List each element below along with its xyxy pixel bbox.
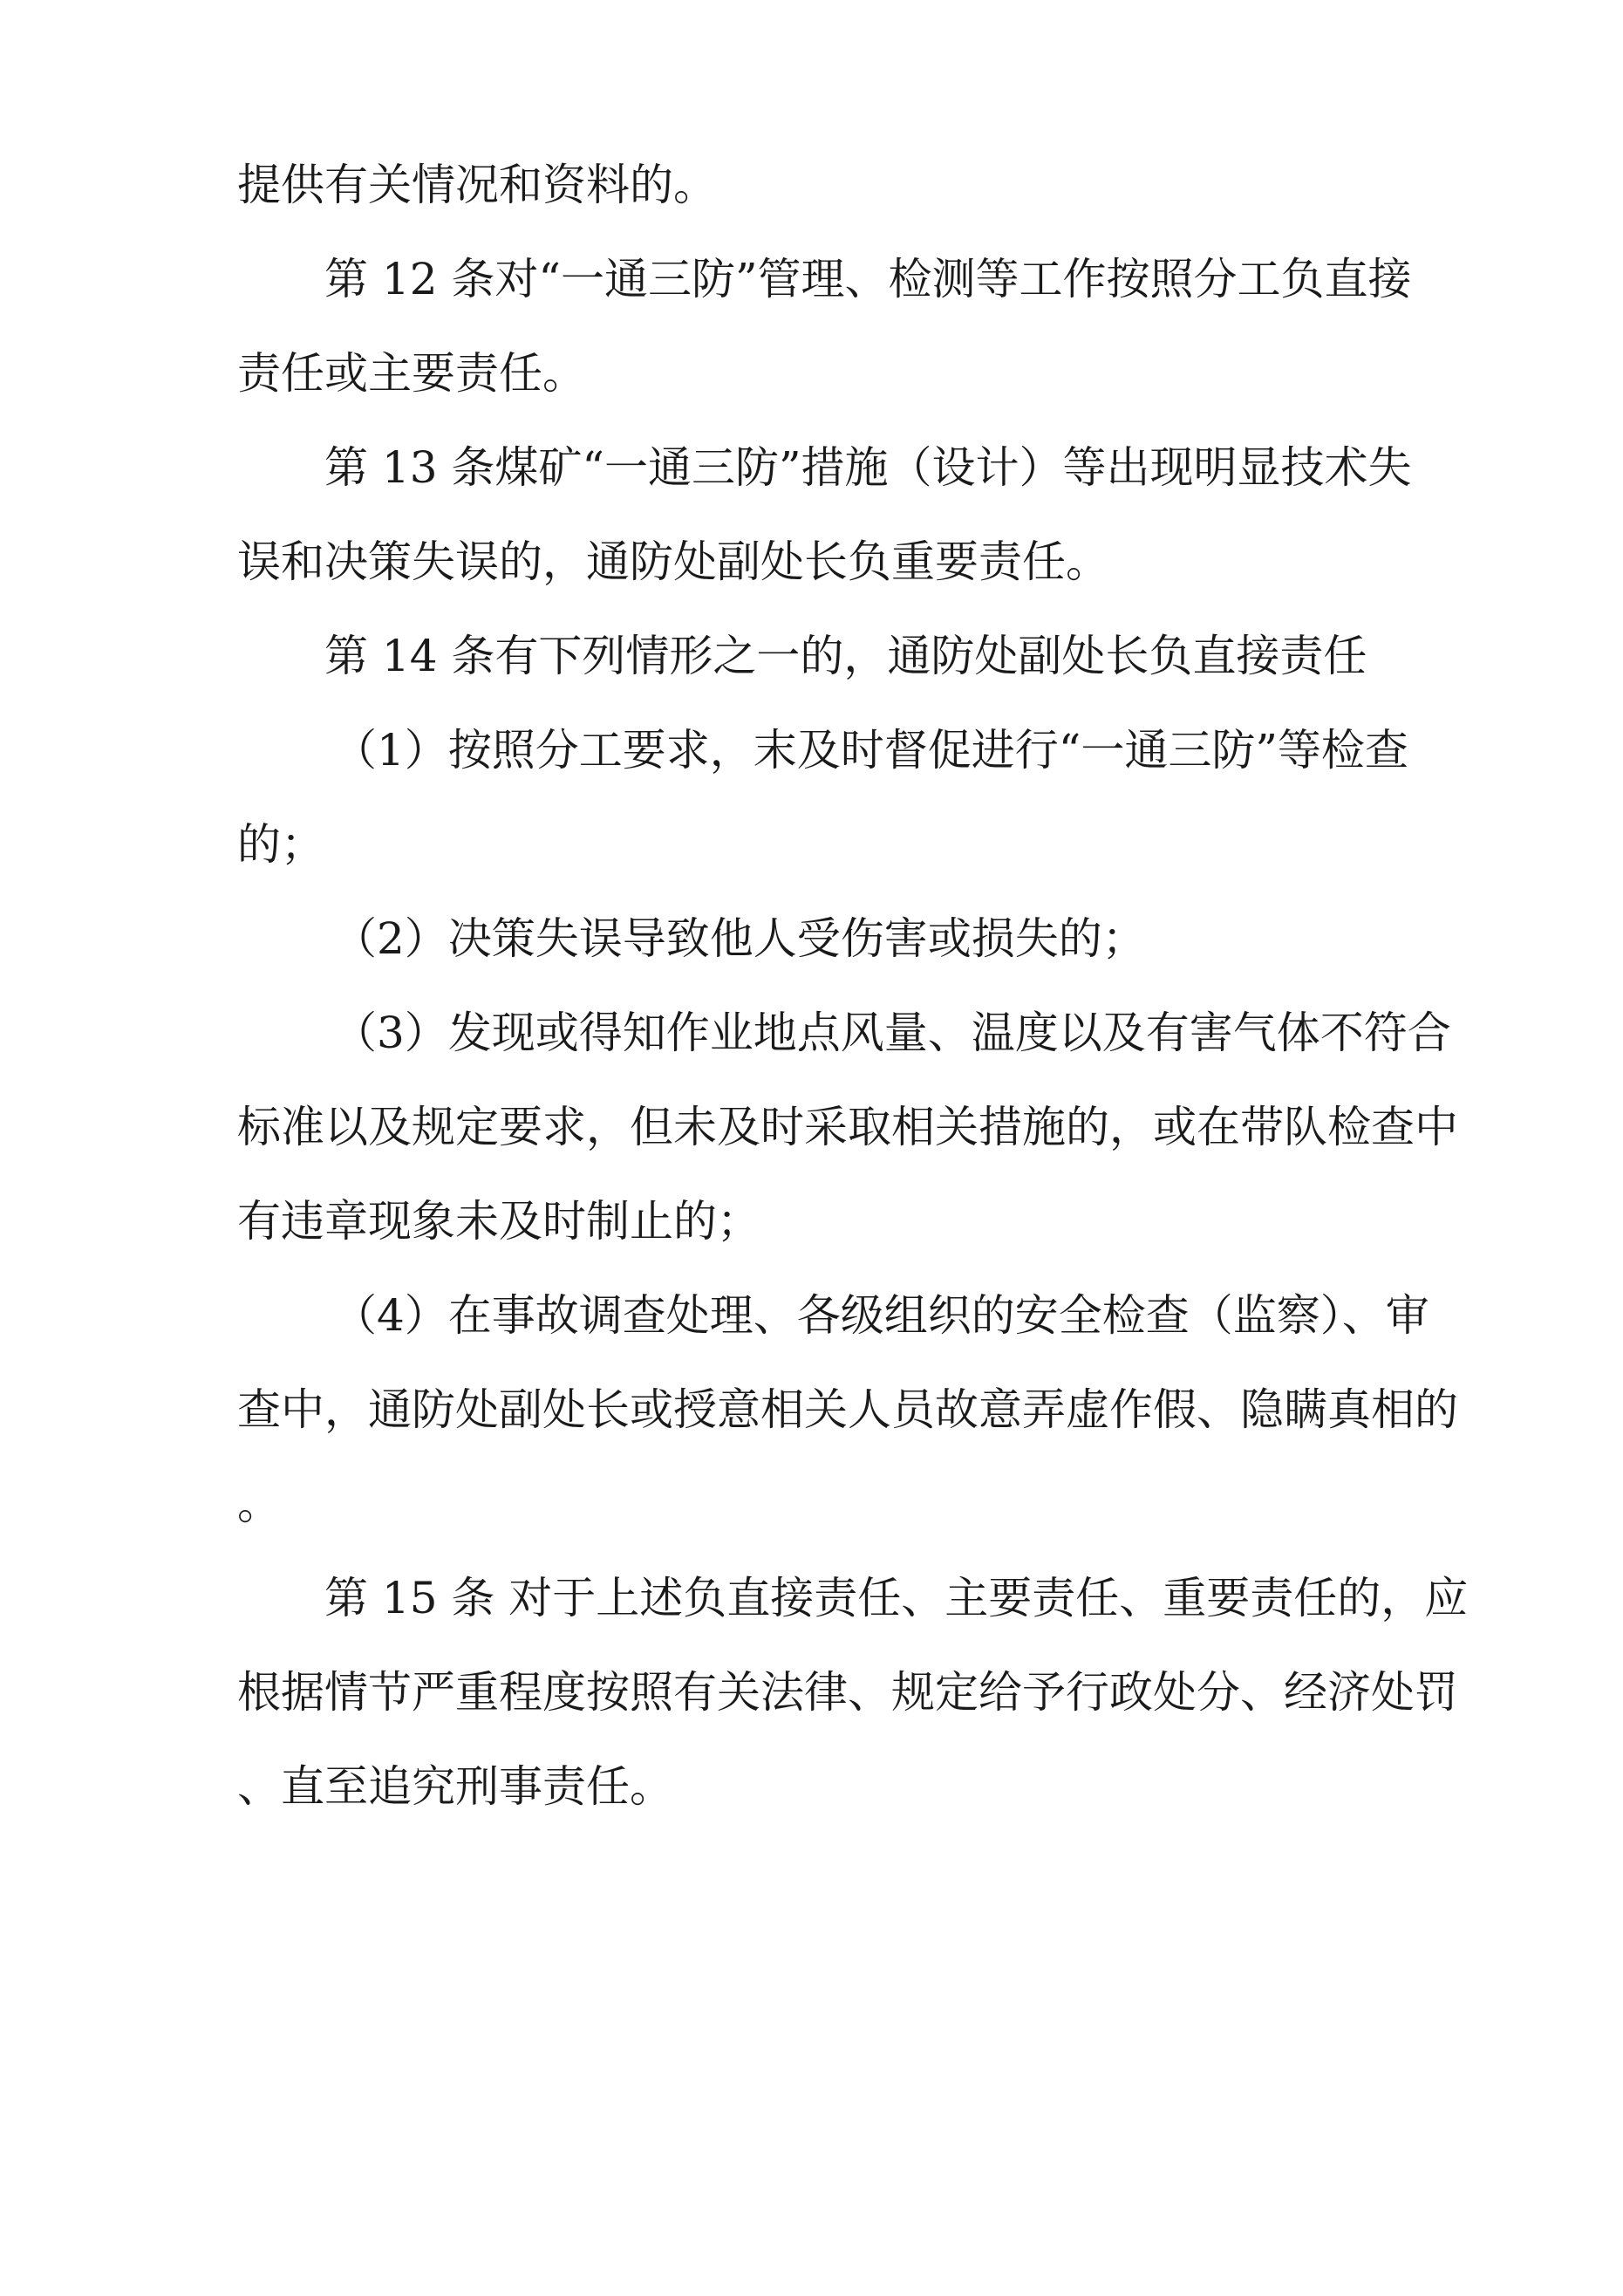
item-4-line-1: （4）在事故调查处理、各级组织的安全检查（监察）、审 bbox=[333, 1290, 1429, 1341]
article-14-heading: 第 14 条有下列情形之一的，通防处副处长负直接责任 bbox=[324, 631, 1367, 681]
paragraph-line: 提供有关情况和资料的。 bbox=[237, 160, 717, 210]
article-13-line-1: 第 13 条煤矿“一通三防”措施（设计）等出现明显技术失 bbox=[324, 442, 1412, 493]
article-13-line-2: 误和决策失误的，通防处副处长负重要责任。 bbox=[237, 536, 1109, 587]
article-15-line-3: 、直至追究刑事责任。 bbox=[237, 1761, 673, 1812]
item-3-line-2: 标准以及规定要求，但未及时采取相关措施的，或在带队检查中 bbox=[237, 1102, 1458, 1152]
item-3-line-3: 有违章现象未及时制止的； bbox=[237, 1196, 760, 1247]
item-3-line-1: （3）发现或得知作业地点风量、温度以及有害气体不符合 bbox=[333, 1008, 1451, 1058]
article-15-line-2: 根据情节严重程度按照有关法律、规定给予行政处分、经济处罚 bbox=[237, 1667, 1458, 1718]
item-4-line-2: 查中，通防处副处长或授意相关人员故意弄虚作假、隐瞒真相的 bbox=[237, 1384, 1458, 1435]
article-15-line-1: 第 15 条 对于上述负直接责任、主要责任、重要责任的，应 bbox=[324, 1573, 1469, 1623]
article-12-line-1: 第 12 条对“一通三防”管理、检测等工作按照分工负直接 bbox=[324, 254, 1412, 304]
document-body bbox=[237, 138, 1469, 1834]
item-1-line-2: 的； bbox=[237, 819, 324, 870]
item-4-line-3: 。 bbox=[237, 1479, 281, 1529]
article-12-line-2: 责任或主要责任。 bbox=[237, 348, 586, 399]
item-2-line-1: （2）决策失误导致他人受伤害或损失的； bbox=[333, 913, 1146, 964]
item-1-line-1: （1）按照分工要求，末及时督促进行“一通三防”等检查 bbox=[333, 725, 1408, 776]
